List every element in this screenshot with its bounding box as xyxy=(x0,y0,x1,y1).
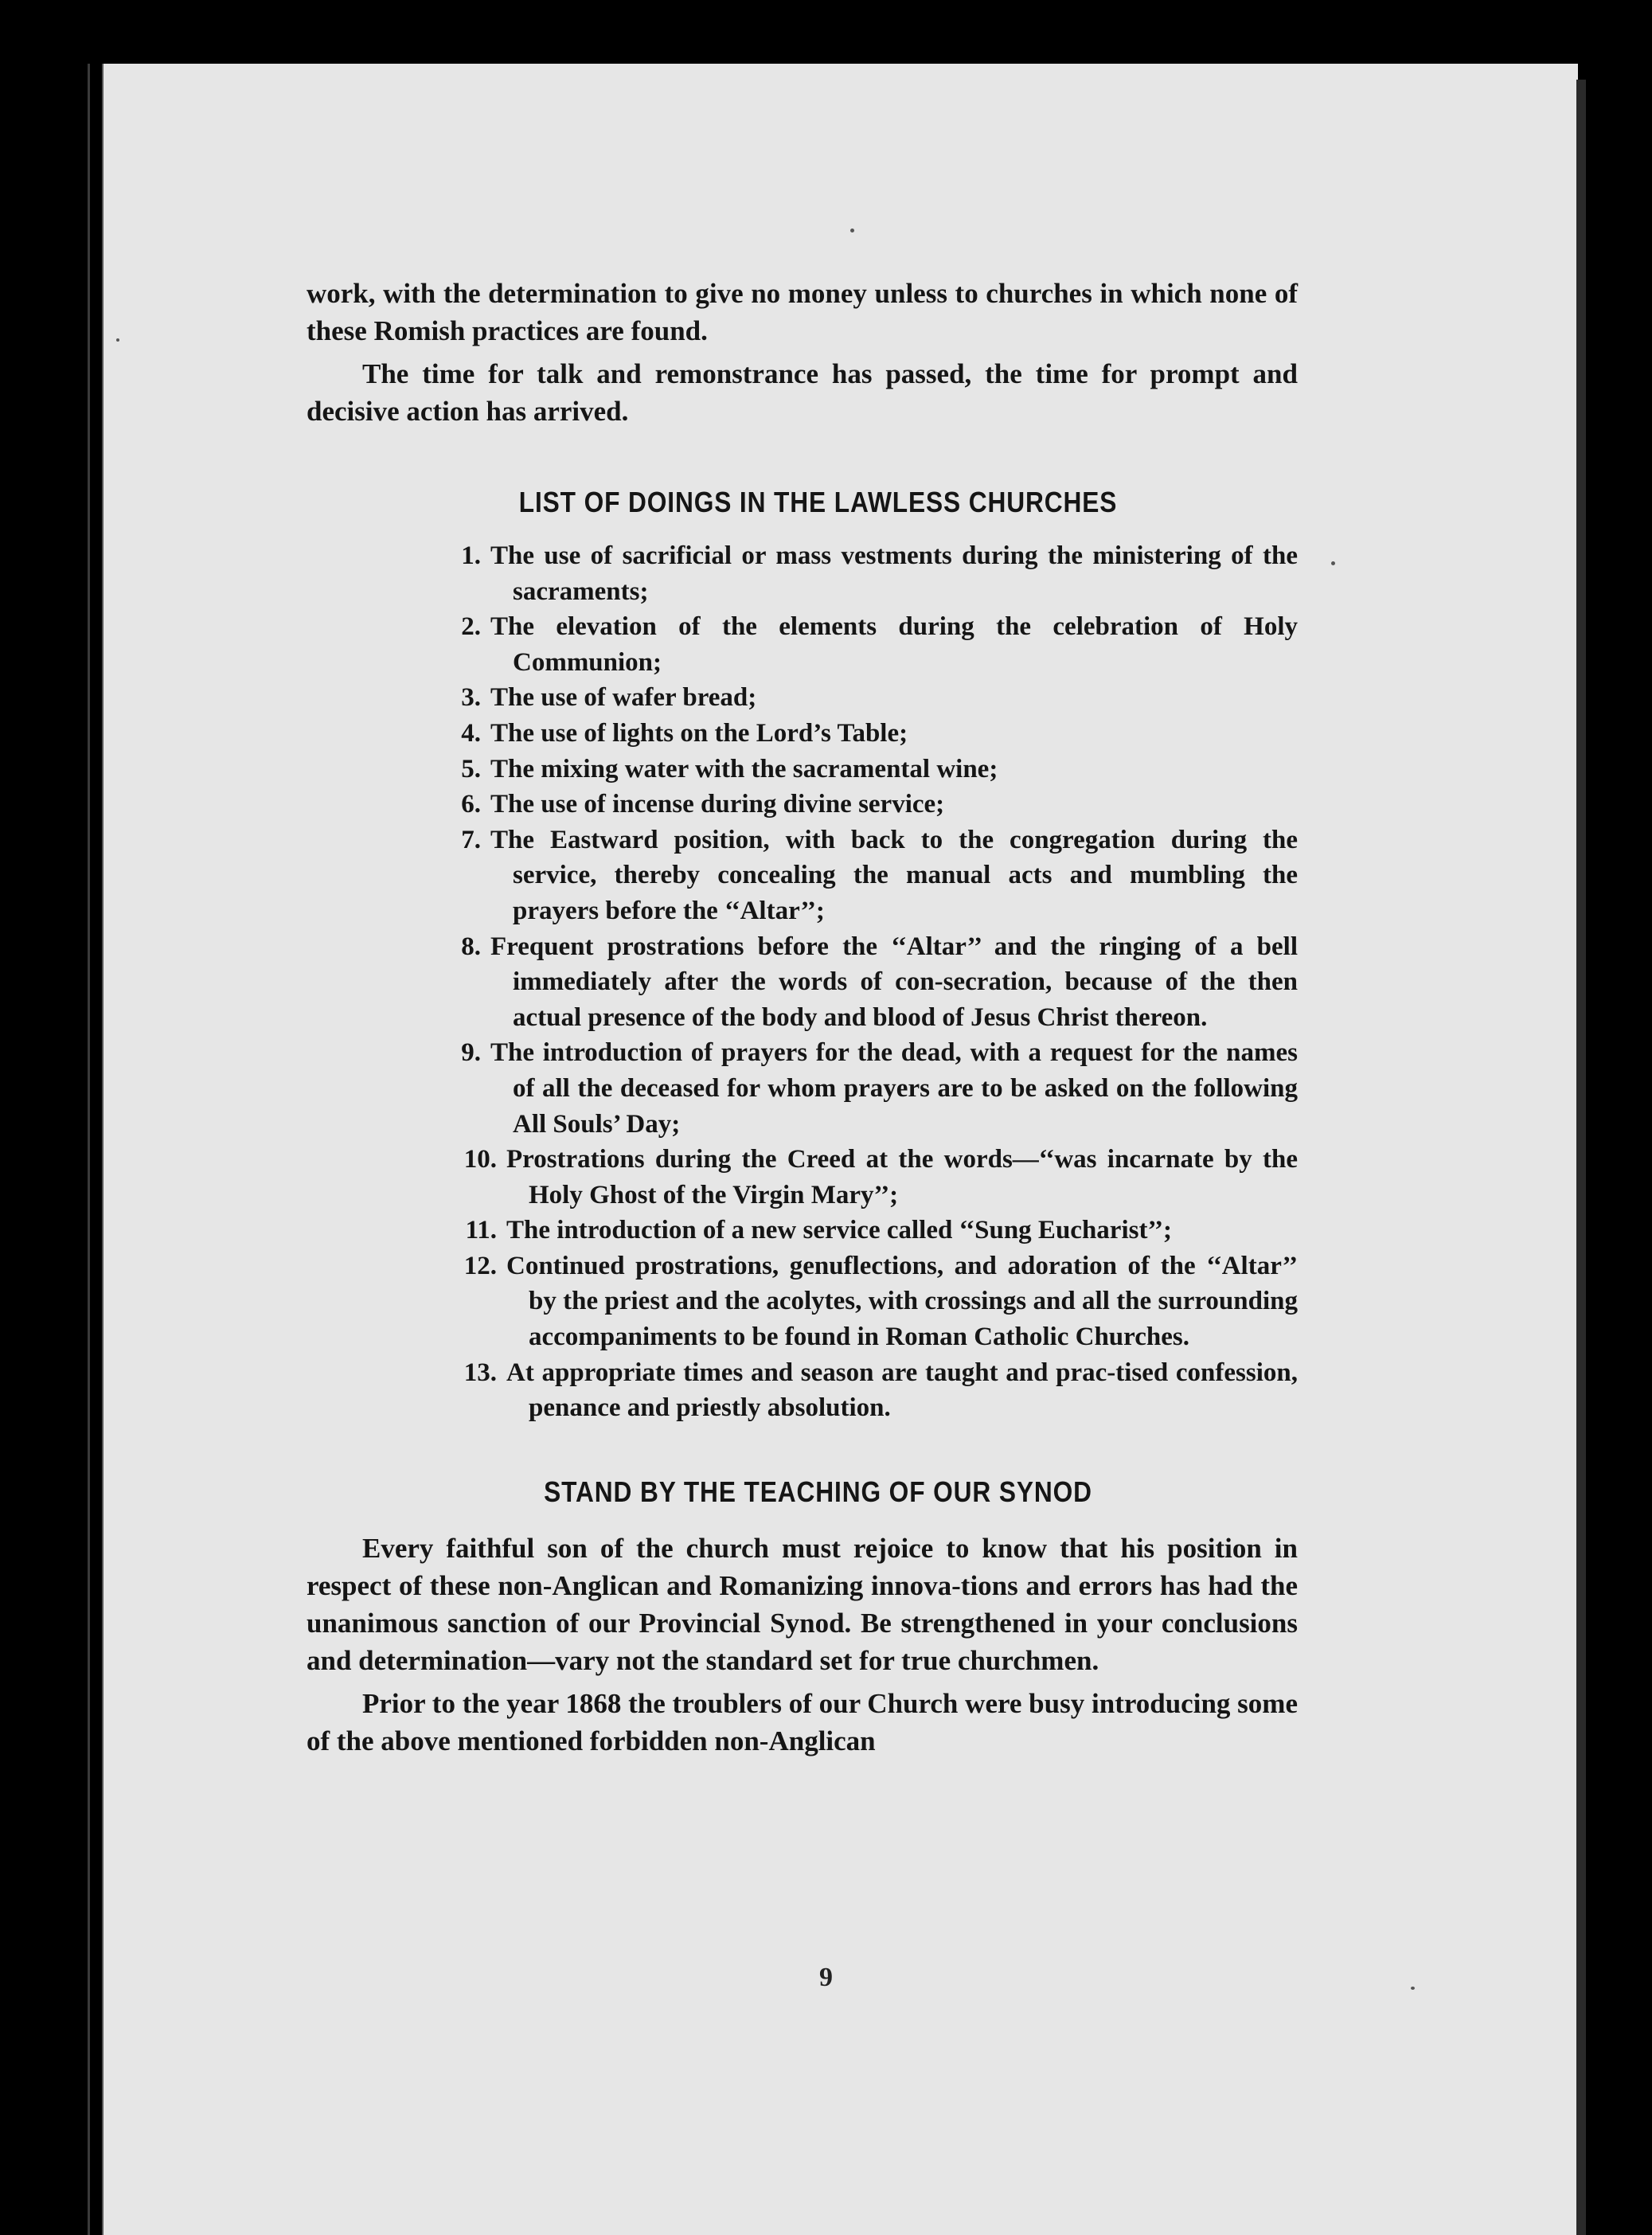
list-item-number: 8. xyxy=(461,932,481,961)
list-item-text: The elevation of the elements during the celebration of Holy Communion; xyxy=(490,612,1298,677)
list-item xyxy=(446,787,1298,822)
list-item-number: 6. xyxy=(461,790,481,819)
doings-list xyxy=(307,538,1298,1426)
list-item xyxy=(446,538,1298,609)
list-item-number: 4. xyxy=(461,718,481,748)
binding-gutter-line xyxy=(88,64,90,2235)
list-item xyxy=(446,1355,1298,1426)
list-item-number: 12. xyxy=(463,1251,497,1280)
page-right-edge xyxy=(1576,80,1586,2235)
list-item-text: The mixing water with the sacramental wine; xyxy=(490,754,998,783)
list-item-number: 5. xyxy=(461,754,481,783)
list-item-number: 1. xyxy=(461,541,481,570)
list-item-text: The use of incense during divine service; xyxy=(490,790,945,819)
list-item xyxy=(446,1248,1298,1355)
list-heading: LIST OF DOINGS IN THE LAWLESS CHURCHES xyxy=(518,486,1118,518)
list-item-text: The Eastward position, with back to the congregation during the service, thereby concealing the manual acts and mumbling the prayers before the ‘‘Altar’’; xyxy=(490,825,1298,925)
list-item-text: The introduction of a new service called ‘‘Sung Eucharist’’; xyxy=(506,1216,1172,1245)
list-item xyxy=(446,929,1298,1036)
synod-heading: STAND BY THE TEACHING OF OUR SYNOD xyxy=(544,1475,1092,1508)
dust-speck xyxy=(116,338,119,342)
list-item-number: 9. xyxy=(461,1038,481,1068)
list-item-number: 13. xyxy=(463,1358,497,1387)
closing-paragraph-2: Prior to the year 1868 the troublers of our Church were busy introducing some of the above mentioned forbidden non-Anglican xyxy=(307,1687,1298,1756)
list-item xyxy=(446,1142,1298,1213)
page-number: 9 xyxy=(819,1963,833,1992)
list-item-text: The use of sacrificial or mass vestments during the ministering of the sacraments; xyxy=(490,541,1298,606)
page-content xyxy=(307,275,1298,1765)
list-item xyxy=(446,1035,1298,1142)
list-item-number: 11. xyxy=(465,1216,497,1245)
list-item-text: The introduction of prayers for the dead, with a request for the names of all the deceased for whom prayers are to be asked on the following All Souls’ Day; xyxy=(490,1038,1298,1139)
closing-paragraph-1: Every faithful son of the church must rejoice to know that his position in respect of these non-Anglican and Romanizing innova-tions and errors has had the unanimous sanction of our Provincial Synod. Be strengthened in your conclusions and determination—vary not the standard set for true churchmen. xyxy=(307,1532,1298,1676)
list-item-text: Frequent prostrations before the ‘‘Altar’’ and the ringing of a bell immediately after the words of con-secration, because of the then actual presence of the body and blood of Jesus Christ thereon. xyxy=(490,932,1298,1032)
list-item-text: Continued prostrations, genuflections, and adoration of the ‘‘Altar’’ by the priest and the acolytes, with crossings and all the surrounding accompaniments to be found in Roman Catholic Churches. xyxy=(506,1251,1298,1352)
list-item-text: Prostrations during the Creed at the words—‘‘was incarnate by the Holy Ghost of the Virgin Mary’’; xyxy=(506,1145,1298,1209)
dust-speck xyxy=(1331,561,1335,565)
opening-paragraph-1: work, with the determination to give no money unless to churches in which none of these Romish practices are found. xyxy=(307,278,1298,346)
list-item-number: 3. xyxy=(461,683,481,713)
list-item xyxy=(446,1213,1298,1248)
opening-paragraph-2: The time for talk and remonstrance has passed, the time for prompt and decisive action has arrived. xyxy=(307,358,1298,427)
list-item-number: 10. xyxy=(463,1145,497,1174)
list-item xyxy=(446,752,1298,787)
list-item-number: 7. xyxy=(461,825,481,854)
list-item-text: The use of lights on the Lord’s Table; xyxy=(490,718,908,748)
list-item-text: The use of wafer bread; xyxy=(490,683,757,713)
list-item xyxy=(446,822,1298,929)
list-item xyxy=(446,716,1298,752)
list-item-number: 2. xyxy=(461,612,481,642)
list-item xyxy=(446,680,1298,716)
dust-speck xyxy=(850,229,854,232)
list-item xyxy=(446,609,1298,680)
list-item-text: At appropriate times and season are taught and prac-tised confession, penance and priestly absolution. xyxy=(506,1358,1298,1423)
